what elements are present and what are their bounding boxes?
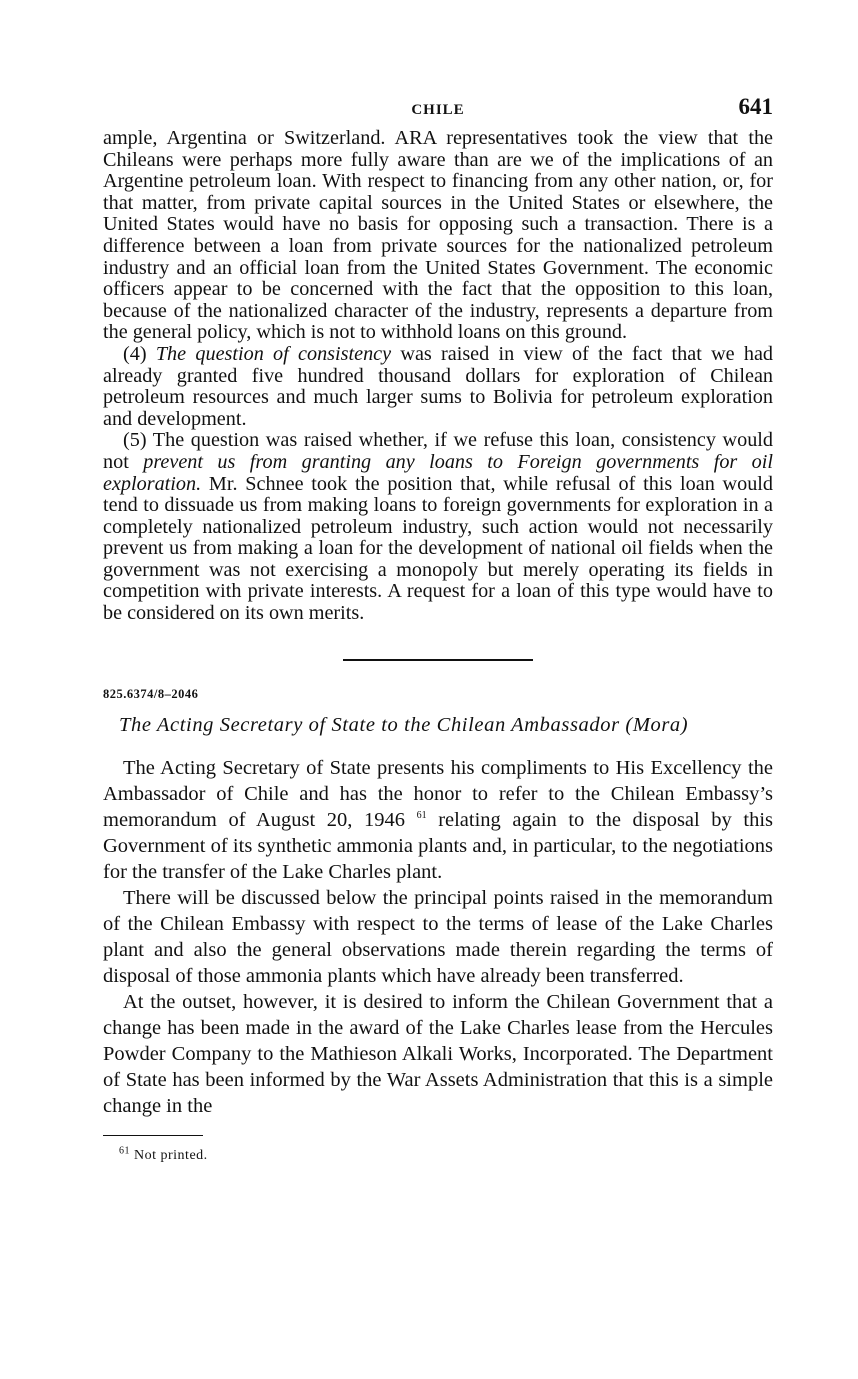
consistency-paragraph bbox=[103, 344, 773, 430]
running-head bbox=[103, 92, 773, 128]
section-divider bbox=[343, 659, 533, 661]
memo-paragraph-1-cont: relating again to the disposal by this Government of its synthetic ammonia plants and, in particular, to the negotiations for the transfer of the Lake Charles plant. bbox=[103, 808, 774, 883]
footnote-reference: 61 bbox=[416, 809, 427, 821]
file-number: 825.6374/8–2046 bbox=[103, 686, 199, 701]
memo-paragraph-3-text: At the outset, however, it is desired to inform the Chilean Government that a change has been made in the award of the Lake Charles lease from the Hercules Powder Company to the Mathieson Alkali Works, Incorporated. The Department of State has been informed by the War Assets Administration that this is a simple change in the bbox=[103, 990, 773, 1117]
memo-paragraph-1-text: The Acting Secretary of State presents his compliments to His Excellency the Ambassador of Chile and has the honor to refer to the Chilean Embassy’s memorandum of August 20, 1946 bbox=[103, 756, 773, 831]
document-title bbox=[119, 714, 773, 737]
refusal-paragraph bbox=[103, 430, 773, 624]
memo-paragraph-1 bbox=[103, 755, 773, 885]
document-title-main: The Acting Secretary of State to the Chilean Ambassador bbox=[119, 713, 620, 736]
memo-paragraph-2-text: There will be discussed below the principal points raised in the memorandum of the Chilean Embassy with respect to the terms of lease of the Lake Charles plant and also the general observations made therein regarding the terms of disposal of those ammonia plants which have already been transferred. bbox=[103, 886, 773, 987]
continued-paragraph bbox=[103, 128, 773, 344]
running-head-title: CHILE bbox=[411, 102, 465, 118]
consistency-emphasis: The question of consistency bbox=[155, 342, 392, 365]
footnote-number: 61 bbox=[119, 1145, 130, 1156]
refusal-emphasis: prevent us from granting any loans to Foreign governments for oil exploration. bbox=[103, 450, 773, 495]
refusal-text-start: (5) The question was raised whether, if we refuse this loan, consistency would not bbox=[103, 429, 773, 473]
footnote bbox=[119, 1145, 773, 1164]
footnote-divider bbox=[103, 1135, 203, 1136]
document-title-name: (Mora) bbox=[625, 713, 689, 736]
footnote-text: Not printed. bbox=[134, 1147, 208, 1163]
document-page bbox=[103, 92, 773, 1164]
continued-paragraph-text: ample, Argentina or Switzerland. ARA representatives took the view that the Chileans were perhaps more fully aware than are we of the implications of an Argentine petroleum loan. With respect to financing from any other nation, or, for that matter, from private capital sources in the United States or elsewhere, the United States would have no basis for opposing such a transaction. There is a difference between a loan from private sources for the nationalized petroleum industry and an official loan from the United States Government. The economic officers appear to be concerned with the fact that the opposition to this loan, because of the nationalized character of the industry, represents a departure from the general policy, which is not to withhold loans on this ground. bbox=[103, 127, 773, 344]
item-number-4: (4) bbox=[123, 342, 147, 365]
refusal-text-rest: Mr. Schnee took the position that, while refusal of this loan would tend to dissuade us from making loans to foreign governments for exploration in a completely nationalized petroleum industry, such action would not necessarily prevent us from making a loan for the development of national oil fields when the government was not exercising a monopoly but merely operating its fields in competition with private interests. A request for a loan of this type would have to be considered on its own merits. bbox=[103, 472, 774, 625]
memo-paragraph-2 bbox=[103, 885, 773, 989]
page-number: 641 bbox=[738, 94, 773, 119]
memo-paragraph-3 bbox=[103, 989, 773, 1119]
consistency-text: was raised in view of the fact that we had already granted five hundred thousand dollars for exploration of Chilean petroleum resources and much larger sums to Bolivia for petroleum exploration and development. bbox=[103, 342, 774, 430]
